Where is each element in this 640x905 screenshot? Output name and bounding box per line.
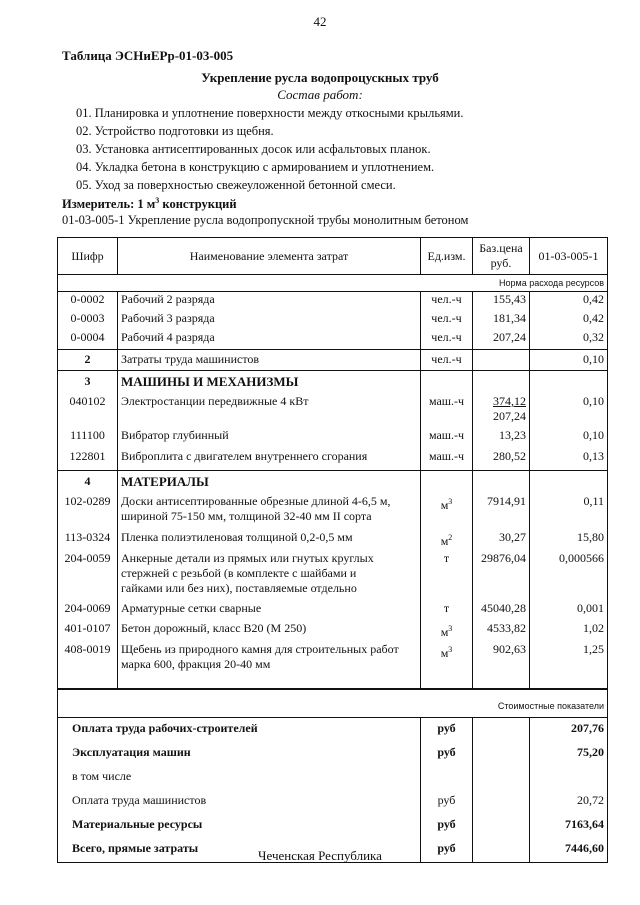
row-name-line: Рабочий 3 разряда	[121, 311, 215, 325]
cost-unit: руб	[421, 838, 473, 863]
row-name-line: Доски антисептированные обрезные длиной 4-6,5 м,	[121, 494, 391, 508]
cost-unit: руб	[421, 790, 473, 814]
row-price	[473, 601, 530, 621]
row-name	[118, 601, 421, 621]
cost-row	[58, 718, 608, 743]
cost-empty	[473, 766, 530, 790]
row-price	[473, 530, 530, 551]
work-item: 04. Укладка бетона в конструкцию с армированием и уплотнением.	[76, 160, 435, 174]
group-row	[58, 471, 608, 495]
row-unit	[421, 621, 473, 642]
cost-caption: Стоимостные показатели	[58, 689, 608, 718]
group-unit	[421, 471, 473, 495]
cost-empty	[473, 718, 530, 743]
row-name	[118, 428, 421, 449]
work-item: 02. Устройство подготовки из щебня.	[76, 124, 274, 138]
row-unit	[421, 330, 473, 350]
norm-caption: Норма расхода ресурсов	[58, 275, 608, 292]
spacer-row	[58, 680, 608, 689]
header-price-line1: Баз.цена	[479, 241, 523, 255]
price-value: 13,23	[499, 428, 526, 442]
cost-value: 7446,60	[530, 838, 608, 863]
row-qty: 0,000566	[530, 551, 608, 601]
unit-text: м	[440, 534, 449, 548]
row-qty: 0,001	[530, 601, 608, 621]
row-code: 111100	[58, 428, 118, 449]
row-qty: 15,80	[530, 530, 608, 551]
row-name	[118, 551, 421, 601]
cost-empty	[473, 814, 530, 838]
row-name-line: марка 600, фракция 20-40 мм	[121, 657, 271, 671]
row-name-line: Щебень из природного камня для строительных работ	[121, 642, 399, 656]
table-row	[58, 428, 608, 449]
row-price	[473, 551, 530, 601]
price-value: 207,24	[493, 330, 526, 344]
table-row	[58, 449, 608, 471]
row-price	[473, 449, 530, 471]
spacer-cell	[118, 680, 421, 689]
row-name-line: Электростанции передвижные 4 кВт	[121, 394, 309, 408]
row-name	[118, 311, 421, 330]
row-name	[118, 642, 421, 680]
cost-name: в том числе	[58, 766, 421, 790]
row-code: 401-0107	[58, 621, 118, 642]
cost-row	[58, 766, 608, 790]
unit-text: чел.-ч	[431, 311, 462, 325]
group-code: 3	[58, 371, 118, 395]
cost-value	[530, 766, 608, 790]
composition-heading: Состав работ:	[277, 87, 363, 102]
works-list	[76, 104, 464, 194]
row-unit	[421, 449, 473, 471]
cost-name: Всего, прямые затраты	[58, 838, 421, 863]
price-value: 374,12	[493, 394, 526, 408]
cost-name: Эксплуатация машин	[58, 742, 421, 766]
row-code: 122801	[58, 449, 118, 471]
table-header-row	[58, 238, 608, 275]
row-code: 2	[58, 350, 118, 371]
cost-row	[58, 814, 608, 838]
cost-name: Материальные ресурсы	[58, 814, 421, 838]
row-unit: чел.-ч	[421, 350, 473, 371]
header-unit: Ед.изм.	[421, 238, 473, 275]
row-code: 0-0003	[58, 311, 118, 330]
meter-line	[62, 196, 237, 212]
row-price	[473, 350, 530, 371]
footer: Чеченская Республика	[258, 848, 382, 863]
spacer-cell	[530, 680, 608, 689]
cost-value: 75,20	[530, 742, 608, 766]
row-price	[473, 394, 530, 428]
group-name: МАШИНЫ И МЕХАНИЗМЫ	[118, 371, 421, 395]
header-norm: 01-03-005-1	[530, 238, 608, 275]
row-name	[118, 449, 421, 471]
spacer-cell	[421, 680, 473, 689]
unit-sup: 3	[448, 645, 453, 654]
row-unit	[421, 530, 473, 551]
row-name	[118, 530, 421, 551]
header-name: Наименование элемента затрат	[118, 238, 421, 275]
table-row	[58, 292, 608, 312]
work-item: 05. Уход за поверхностью свежеуложенной бетонной смеси.	[76, 178, 396, 192]
resource-table	[57, 237, 608, 863]
cost-row	[58, 790, 608, 814]
row-code: 204-0069	[58, 601, 118, 621]
row-qty: 0,42	[530, 311, 608, 330]
page-number: 42	[313, 14, 327, 29]
row-name-line: Арматурные сетки сварные	[121, 601, 262, 615]
row-qty: 0,13	[530, 449, 608, 471]
row-name	[118, 292, 421, 312]
row-price	[473, 311, 530, 330]
cost-unit: руб	[421, 742, 473, 766]
cost-empty	[473, 742, 530, 766]
table-row	[58, 601, 608, 621]
table-row	[58, 311, 608, 330]
row-name: Затраты труда машинистов	[118, 350, 421, 371]
row-price	[473, 428, 530, 449]
cost-unit: руб	[421, 718, 473, 743]
group-price	[473, 471, 530, 495]
group-qty	[530, 371, 608, 395]
row-name-line: Рабочий 2 разряда	[121, 292, 215, 306]
row-price	[473, 330, 530, 350]
cost-caption-row	[58, 689, 608, 718]
price-value-2: 207,24	[493, 409, 526, 423]
cost-value: 7163,64	[530, 814, 608, 838]
row-unit	[421, 311, 473, 330]
table-row	[58, 642, 608, 680]
price-value: 7914,91	[487, 494, 526, 508]
table-row	[58, 330, 608, 350]
row-name-line: Виброплита с двигателем внутреннего сгорания	[121, 449, 368, 463]
group-unit	[421, 371, 473, 395]
row-name	[118, 494, 421, 530]
unit-text: м	[440, 646, 449, 660]
table-row	[58, 494, 608, 530]
row-qty: 0,10	[530, 428, 608, 449]
cost-unit: руб	[421, 814, 473, 838]
row-code: 102-0289	[58, 494, 118, 530]
price-value: 181,34	[493, 311, 526, 325]
work-item: 01. Планировка и уплотнение поверхности между откосными крыльями.	[76, 106, 464, 120]
price-value: 902,63	[493, 642, 526, 656]
row-price	[473, 292, 530, 312]
group-name: МАТЕРИАЛЫ	[118, 471, 421, 495]
row-unit	[421, 601, 473, 621]
row-unit	[421, 292, 473, 312]
row-name-line: Рабочий 4 разряда	[121, 330, 215, 344]
row-name	[118, 330, 421, 350]
cost-unit	[421, 766, 473, 790]
row-price	[473, 494, 530, 530]
price-value: 29876,04	[481, 551, 526, 565]
row-name	[118, 621, 421, 642]
unit-sup: 3	[448, 624, 453, 633]
table-row	[58, 621, 608, 642]
work-item: 03. Установка антисептированных досок или асфальтовых планок.	[76, 142, 431, 156]
meter-label: Измеритель: 1 м	[62, 197, 156, 212]
row-name-line: шириной 75-150 мм, толщиной 32-40 мм II сорта	[121, 509, 372, 523]
row-name-line: Пленка полиэтиленовая толщиной 0,2-0,5 мм	[121, 530, 353, 544]
unit-text: т	[443, 551, 450, 565]
table-row	[58, 394, 608, 428]
spacer-cell	[58, 680, 118, 689]
cost-empty	[473, 790, 530, 814]
row-name-line: Вибратор глубинный	[121, 428, 229, 442]
meter-suffix: конструкций	[159, 197, 237, 212]
group-code: 4	[58, 471, 118, 495]
row-name-line: Анкерные детали из прямых или гнутых круглых	[121, 551, 374, 565]
row-code: 204-0059	[58, 551, 118, 601]
price-value: 4533,82	[487, 621, 526, 635]
unit-text: м	[440, 625, 449, 639]
group-price	[473, 371, 530, 395]
cost-row	[58, 742, 608, 766]
unit-sup: 3	[448, 497, 453, 506]
row-code: 408-0019	[58, 642, 118, 680]
table-row	[58, 350, 608, 371]
unit-text: т	[443, 601, 450, 615]
unit-text: чел.-ч	[431, 292, 462, 306]
row-unit	[421, 551, 473, 601]
spacer-cell	[473, 680, 530, 689]
price-value: 155,43	[493, 292, 526, 306]
row-code: 0-0002	[58, 292, 118, 312]
row-qty: 0,10	[530, 394, 608, 428]
header-price	[473, 238, 530, 275]
row-price	[473, 621, 530, 642]
row-qty: 0,10	[530, 350, 608, 371]
table-title: Таблица ЭСНиЕРр-01-03-005	[62, 48, 234, 63]
row-code: 113-0324	[58, 530, 118, 551]
cost-value: 207,76	[530, 718, 608, 743]
table-body	[58, 275, 608, 863]
unit-text: м	[440, 498, 449, 512]
subtitle: 01-03-005-1 Укрепление русла водопропускной трубы монолитным бетоном	[62, 213, 469, 227]
row-qty: 0,42	[530, 292, 608, 312]
row-name-line: стержней с резьбой (в комплекте с шайбами и	[121, 566, 357, 580]
row-qty: 0,11	[530, 494, 608, 530]
group-qty	[530, 471, 608, 495]
row-price	[473, 642, 530, 680]
row-name-line: Бетон дорожный, класс В20 (М 250)	[121, 621, 307, 635]
unit-sup: 2	[448, 533, 453, 542]
row-unit	[421, 642, 473, 680]
row-qty: 0,32	[530, 330, 608, 350]
row-code: 040102	[58, 394, 118, 428]
row-qty: 1,02	[530, 621, 608, 642]
header-price-line2: руб.	[490, 256, 512, 270]
unit-text: маш.-ч	[428, 449, 465, 463]
cost-value: 20,72	[530, 790, 608, 814]
unit-text: чел.-ч	[431, 330, 462, 344]
row-code: 0-0004	[58, 330, 118, 350]
header-code: Шифр	[58, 238, 118, 275]
table-row	[58, 551, 608, 601]
row-qty: 1,25	[530, 642, 608, 680]
row-unit	[421, 428, 473, 449]
unit-text: маш.-ч	[428, 428, 465, 442]
unit-text: маш.-ч	[428, 394, 465, 408]
price-value: 30,27	[499, 530, 526, 544]
cost-name: Оплата труда машинистов	[58, 790, 421, 814]
norm-caption-row	[58, 275, 608, 292]
row-unit	[421, 494, 473, 530]
table-row	[58, 530, 608, 551]
group-row	[58, 371, 608, 395]
cost-name: Оплата труда рабочих-строителей	[58, 718, 421, 743]
row-name-line: гайками или без них), поставляемые отдельно	[121, 581, 357, 595]
row-name	[118, 394, 421, 428]
section-title: Укрепление русла водопроцускных труб	[201, 70, 439, 85]
price-value: 45040,28	[481, 601, 526, 615]
meter-sup: 3	[155, 196, 160, 205]
price-value: 280,52	[493, 449, 526, 463]
row-unit	[421, 394, 473, 428]
